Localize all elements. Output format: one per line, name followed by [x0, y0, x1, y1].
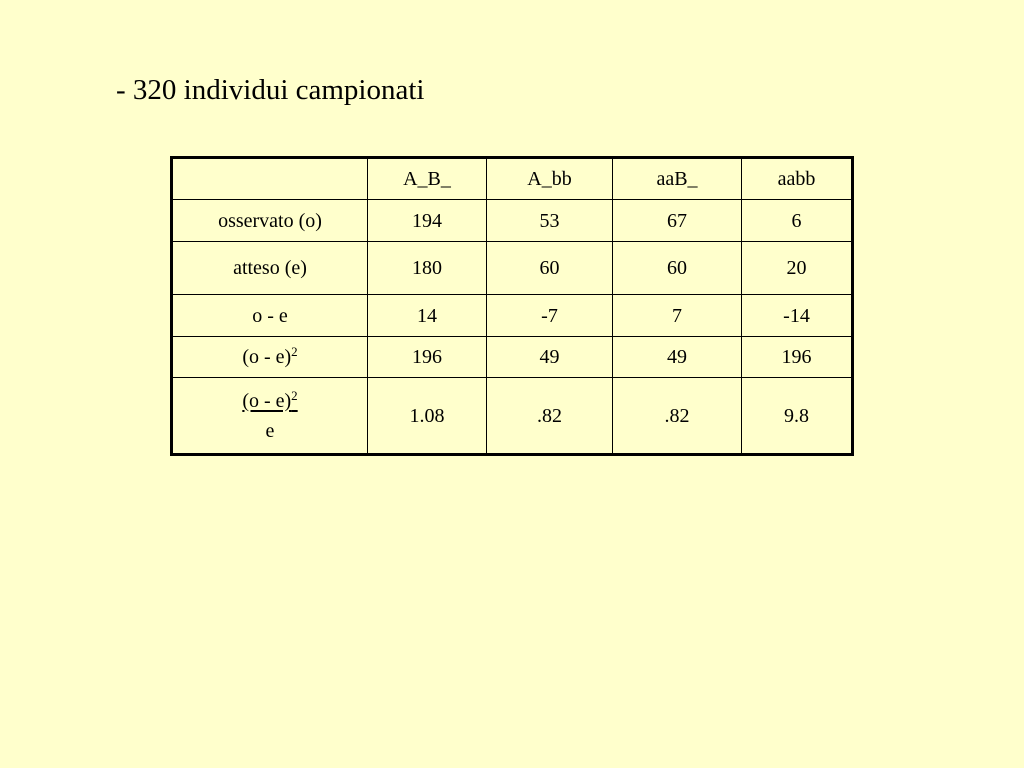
table-cell: 49 [487, 337, 613, 378]
table-cell: .82 [487, 378, 613, 455]
table-cell: -7 [487, 295, 613, 337]
table-cell: 49 [613, 337, 742, 378]
fraction-numerator [173, 387, 367, 412]
table-cell: 7 [613, 295, 742, 337]
row-label: osservato (o) [172, 200, 368, 242]
fraction-denominator: e [265, 419, 275, 442]
table-row-expected [172, 242, 853, 295]
table-cell: 1.08 [368, 378, 487, 455]
table-row-difference [172, 295, 853, 337]
table-cell: 196 [742, 337, 853, 378]
table-header-row [172, 158, 853, 200]
numerator-base: (o - e) [242, 389, 292, 412]
table-cell: 6 [742, 200, 853, 242]
table-cell: 14 [368, 295, 487, 337]
slide-title: - 320 individui campionati [116, 74, 425, 106]
table-cell: 60 [613, 242, 742, 295]
table-row-ratio [172, 378, 853, 455]
row-label-fraction [172, 378, 368, 455]
row-label-squared [172, 337, 368, 378]
table-cell: 20 [742, 242, 853, 295]
header-cell: aaB_ [613, 158, 742, 200]
header-cell: aabb [742, 158, 853, 200]
table-cell: 9.8 [742, 378, 853, 455]
exponent: 2 [291, 344, 298, 359]
header-cell-empty [172, 158, 368, 200]
table-cell: 67 [613, 200, 742, 242]
table-row-observed [172, 200, 853, 242]
header-cell: A_B_ [368, 158, 487, 200]
row-label: atteso (e) [172, 242, 368, 295]
table-cell: 180 [368, 242, 487, 295]
table-cell: -14 [742, 295, 853, 337]
table-cell: .82 [613, 378, 742, 455]
numerator-exponent: 2 [291, 387, 298, 403]
table-cell: 194 [368, 200, 487, 242]
row-label: o - e [172, 295, 368, 337]
label-base: (o - e) [242, 346, 292, 368]
header-cell: A_bb [487, 158, 613, 200]
chi-square-table [170, 156, 854, 456]
table-cell: 60 [487, 242, 613, 295]
table-row-squared [172, 337, 853, 378]
table-cell: 53 [487, 200, 613, 242]
table-cell: 196 [368, 337, 487, 378]
